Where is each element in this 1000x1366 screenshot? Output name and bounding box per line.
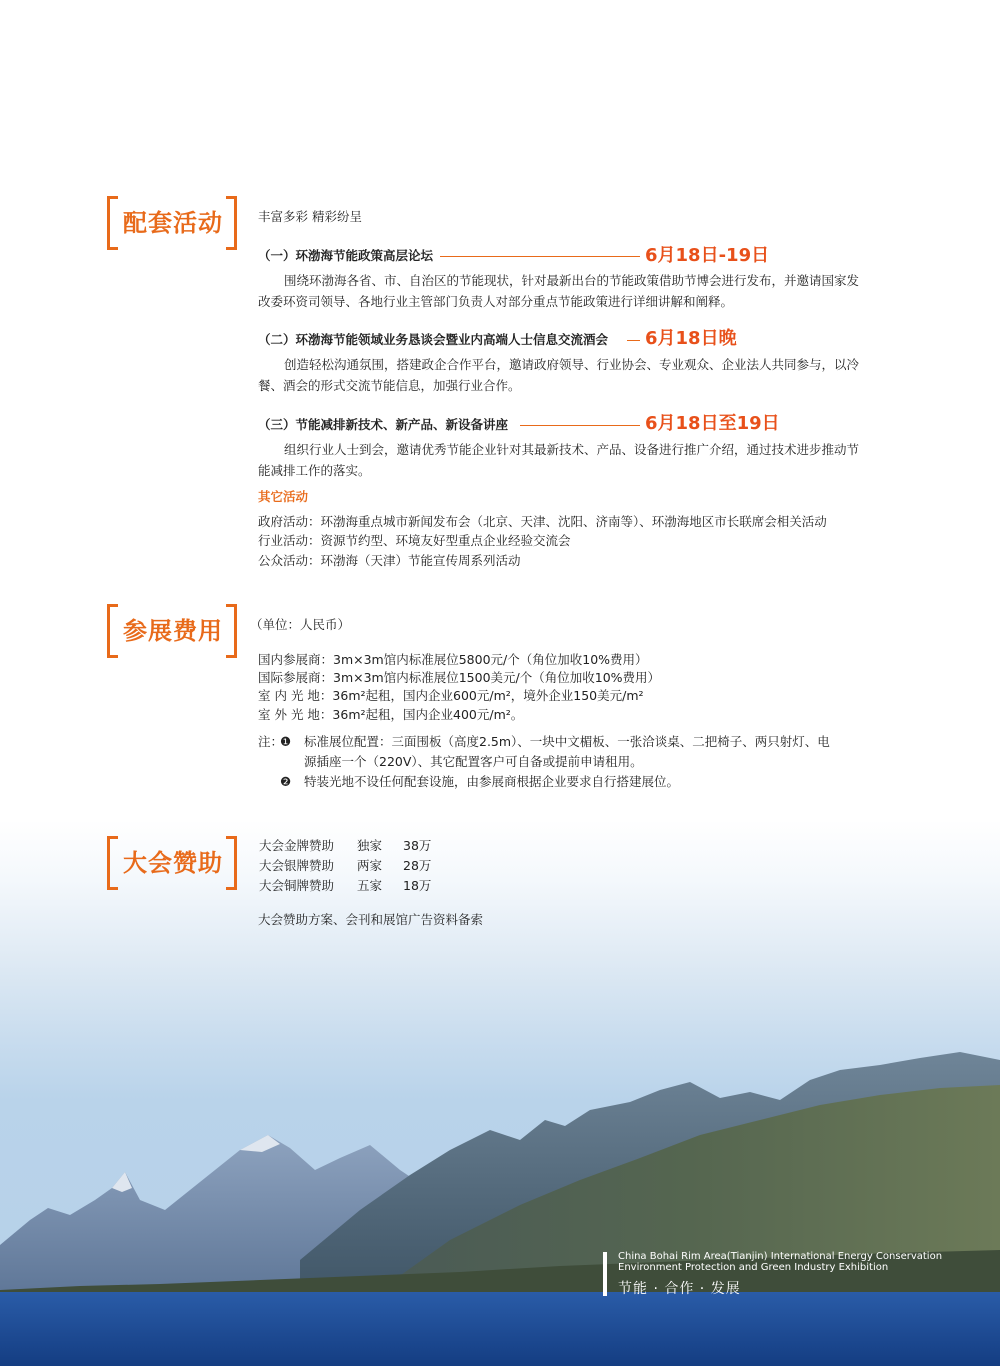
other-activity-line-1: 政府活动：环渤海重点城市新闻发布会（北京、天津、沈阳、济南等）、环渤海地区市长联席会相关活动 <box>258 514 827 529</box>
footer-divider-bar <box>603 1252 607 1296</box>
sponsor-count: 两家 <box>357 858 383 873</box>
bracket-left <box>107 196 118 250</box>
fees-title: 参展费用 <box>123 615 223 645</box>
activity-text-2: 创造轻松沟通氛围，搭建政企合作平台，邀请政府领导、行业协会、专业观众、企业法人共同参与，以冷餐、酒会的形式交流节能信息，加强行业合作。 <box>258 357 860 393</box>
other-activity-line-2: 行业活动：资源节约型、环境友好型重点企业经验交流会 <box>258 533 571 548</box>
note-2-marker: ❷ <box>280 774 292 789</box>
note-2: 特装光地不设任何配套设施，由参展商根据企业要求自行搭建展位。 <box>304 774 680 789</box>
note-1-line-1: 标准展位配置：三面围板（高度2.5m）、一块中文楣板、一张洽谈桌、二把椅子、两只射灯、电 <box>304 734 830 749</box>
heading-rule-2 <box>627 340 640 341</box>
section-title-sponsorship <box>107 834 237 886</box>
section-title-activities <box>107 194 237 246</box>
sponsor-name: 大会银牌赞助 <box>259 858 335 873</box>
note-prefix: 注： <box>258 734 284 749</box>
sponsorship-note: 大会赞助方案、会刊和展馆广告资料备索 <box>258 912 484 927</box>
footer-slogan: 节能 · 合作 · 发展 <box>618 1281 741 1297</box>
heading-rule-3 <box>520 425 640 426</box>
activity-date-1: 6月18日-19日 <box>645 245 770 266</box>
sponsor-row-1 <box>259 836 431 856</box>
sponsor-count: 五家 <box>357 878 383 893</box>
sponsor-price: 18万 <box>403 878 432 893</box>
activity-date-3: 6月18日至19日 <box>645 413 780 434</box>
section-title-fees <box>107 602 237 654</box>
sponsorship-title: 大会赞助 <box>123 847 223 877</box>
bracket-left <box>107 604 118 658</box>
note-1-line-2: 源插座一个（220V）、其它配置客户可自备或提前申请租用。 <box>304 754 643 769</box>
other-activity-line-3: 公众活动：环渤海（天津）节能宣传周系列活动 <box>258 553 521 568</box>
fee-line-1: 国内参展商：3m×3m馆内标准展位5800元/个（角位加收10%费用） <box>258 652 648 667</box>
activity-date-2: 6月18日晚 <box>645 328 737 349</box>
fees-unit: （单位：人民币） <box>250 617 351 632</box>
bracket-right <box>226 604 237 658</box>
activity-heading-2: （二）环渤海节能领域业务恳谈会暨业内高端人士信息交流酒会 <box>258 332 609 347</box>
fee-line-4: 室 外 光 地：36m²起租，国内企业400元/m²。 <box>258 707 524 722</box>
activity-heading-3: （三）节能减排新技术、新产品、新设备讲座 <box>258 417 509 432</box>
activity-text-1: 围绕环渤海各省、市、自治区的节能现状，针对最新出台的节能政策借助节博会进行发布，并邀请国家发改委环资司领导、各地行业主管部门负责人对部分重点节能政策进行详细讲解和阐释。 <box>258 273 860 309</box>
sponsor-count: 独家 <box>357 838 383 853</box>
footer-english-line-2: Environment Protection and Green Industry Exhibition <box>618 1262 889 1273</box>
fee-line-2: 国际参展商：3m×3m馆内标准展位1500美元/个（角位加收10%费用） <box>258 670 661 685</box>
sponsor-name: 大会铜牌赞助 <box>259 878 335 893</box>
sponsor-row-3 <box>259 876 431 896</box>
bracket-right <box>226 196 237 250</box>
activities-tagline: 丰富多彩 精彩纷呈 <box>258 209 362 224</box>
activities-title: 配套活动 <box>123 207 223 237</box>
sponsor-price: 38万 <box>403 838 432 853</box>
bracket-right <box>226 836 237 890</box>
other-activities-title: 其它活动 <box>258 489 309 504</box>
sponsor-price: 28万 <box>403 858 432 873</box>
fee-line-3: 室 内 光 地：36m²起租，国内企业600元/m²，境外企业150美元/m² <box>258 688 644 703</box>
activity-heading-1: （一）环渤海节能政策高层论坛 <box>258 248 434 263</box>
footer-english-line-1: China Bohai Rim Area(Tianjin) International Energy Conservation <box>618 1251 943 1262</box>
bracket-left <box>107 836 118 890</box>
note-1-marker: ❶ <box>280 734 292 749</box>
activity-text-3: 组织行业人士到会，邀请优秀节能企业针对其最新技术、产品、设备进行推广介绍，通过技术进步推动节能减排工作的落实。 <box>258 442 860 478</box>
mountain-landscape-image <box>0 1040 1000 1366</box>
sponsor-name: 大会金牌赞助 <box>259 838 335 853</box>
heading-rule-1 <box>440 256 640 257</box>
sponsor-row-2 <box>259 856 431 876</box>
